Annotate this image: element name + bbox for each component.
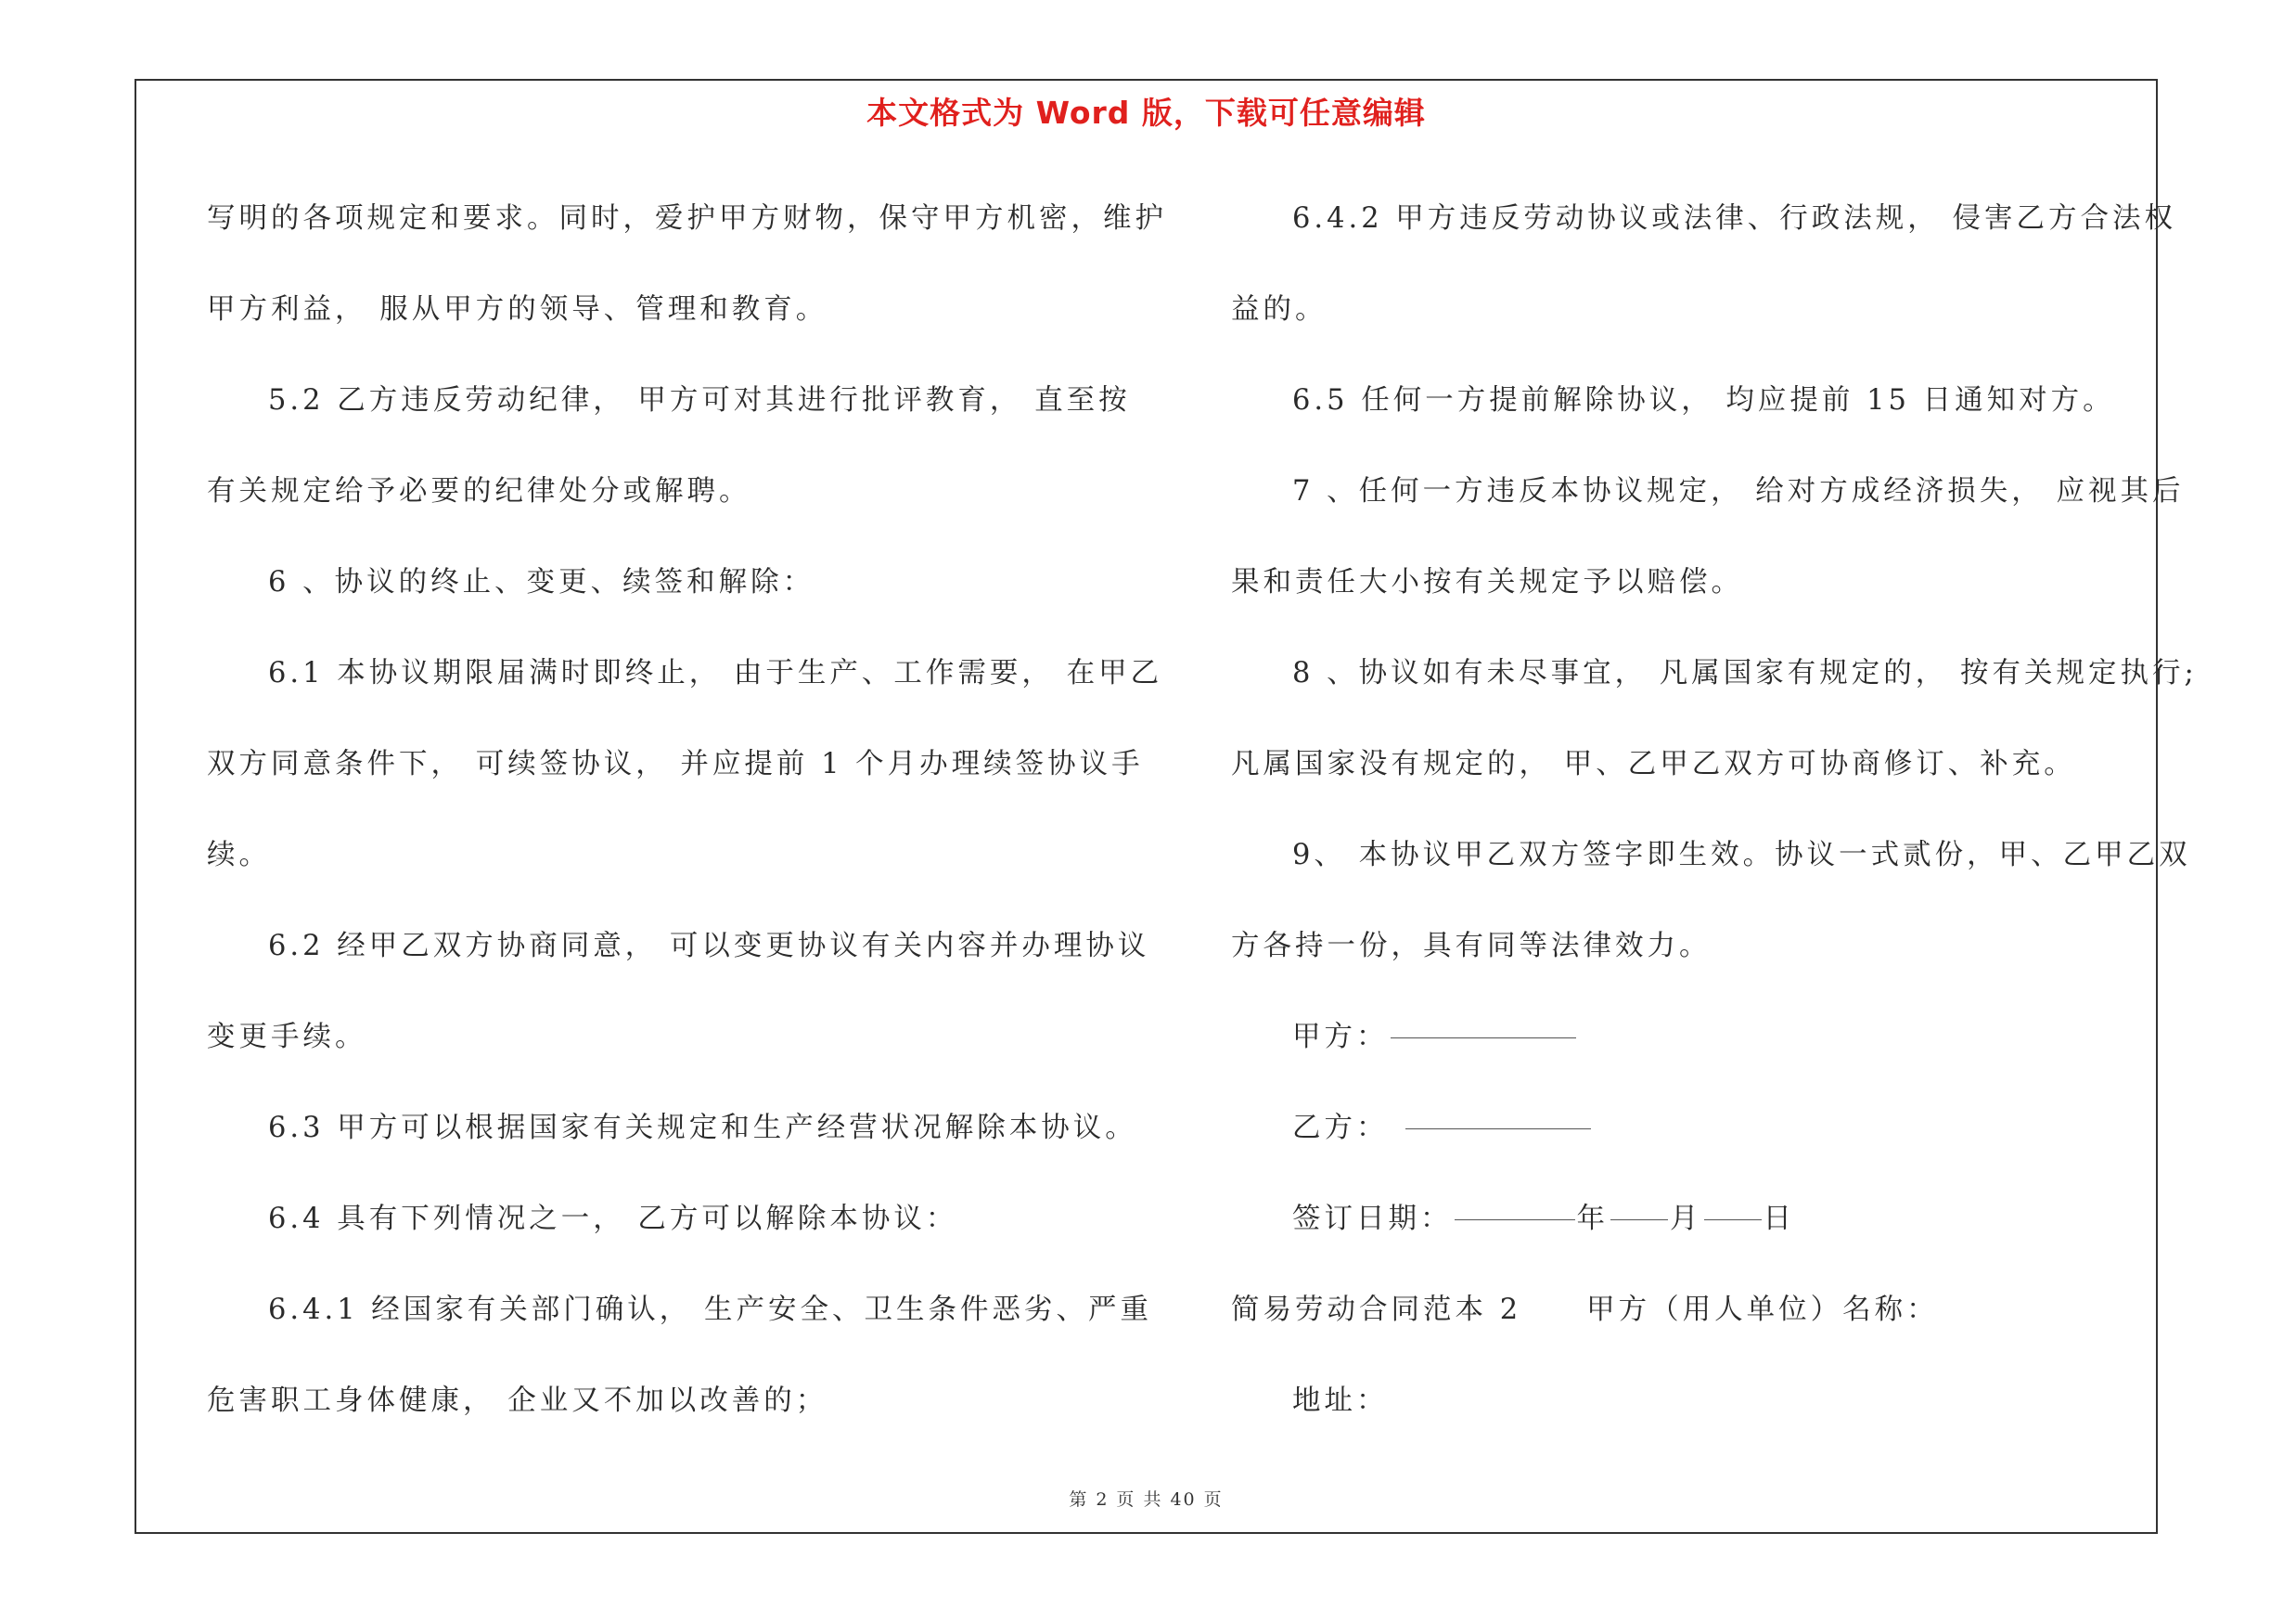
date-label: 签订日期： <box>1292 1203 1453 1235</box>
body-line: 方各持一份，具有同等法律效力。 <box>1231 930 1712 962</box>
body-line: 7 、任何一方违反本协议规定， 给对方成经济损失， 应视其后 <box>1292 475 2185 508</box>
party-a-signature-line <box>1231 992 2159 1083</box>
year-label: 年 <box>1576 1203 1609 1235</box>
body-line: 6.5 任何一方提前解除协议， 均应提前 15 日通知对方。 <box>1292 384 2115 417</box>
body-line: 变更手续。 <box>207 1021 367 1053</box>
left-column <box>207 174 1167 1447</box>
employer-name-label: 甲方（用人单位）名称： <box>1586 1294 1939 1326</box>
footer-page-number: 2 <box>1096 1489 1110 1510</box>
page-footer <box>136 1486 2156 1511</box>
body-line: 6.4.1 经国家有关部门确认， 生产安全、卫生条件恶劣、严重 <box>268 1294 1152 1326</box>
party-b-signature-line <box>1231 1083 2159 1174</box>
party-b-blank <box>1405 1112 1591 1129</box>
body-line: 有关规定给予必要的纪律处分或解聘。 <box>207 475 751 508</box>
right-column <box>1231 174 2198 1447</box>
day-label: 日 <box>1763 1203 1795 1235</box>
body-line: 果和责任大小按有关规定予以赔偿。 <box>1231 566 1743 599</box>
page-frame <box>135 79 2198 1534</box>
footer-page-suffix: 页 <box>1203 1489 1224 1510</box>
year-blank <box>1455 1203 1575 1220</box>
footer-total-pages: 40 <box>1170 1489 1197 1510</box>
footer-page-prefix: 第 <box>1069 1489 1089 1510</box>
address-label: 地址： <box>1292 1385 1389 1417</box>
body-line: 6.2 经甲乙双方协商同意， 可以变更协议有关内容并办理协议 <box>268 930 1150 962</box>
body-line: 写明的各项规定和要求。同时，爱护甲方财物，保守甲方机密，维护 <box>207 202 1167 235</box>
section-heading: 6 、协议的终止、变更、续签和解除： <box>268 566 815 599</box>
body-line: 双方同意条件下， 可续签协议， 并应提前 1 个月办理续签协议手 <box>207 748 1144 780</box>
signing-date-line <box>1231 1174 2159 1265</box>
party-b-label: 乙方： <box>1292 1112 1389 1144</box>
body-line: 6.1 本协议期限届满时即终止， 由于生产、工作需要， 在甲乙 <box>268 657 1163 689</box>
party-a-blank <box>1391 1021 1576 1038</box>
body-line: 8 、协议如有未尽事宜， 凡属国家有规定的， 按有关规定执行; <box>1292 657 2198 689</box>
footer-page-middle: 页 共 <box>1116 1489 1163 1510</box>
body-line: 5.2 乙方违反劳动纪律， 甲方可对其进行批评教育， 直至按 <box>268 384 1131 417</box>
header-banner: 本文格式为 Word 版，下载可任意编辑 <box>866 95 1426 131</box>
body-line: 6.3 甲方可以根据国家有关规定和生产经营状况解除本协议。 <box>268 1112 1137 1144</box>
address-line <box>1231 1356 2159 1447</box>
body-line: 凡属国家没有规定的， 甲、乙甲乙双方可协商修订、补充。 <box>1231 748 2076 780</box>
month-label: 月 <box>1670 1203 1702 1235</box>
body-line: 危害职工身体健康， 企业又不加以改善的； <box>207 1385 828 1417</box>
body-line: 6.4.2 甲方违反劳动协议或法律、行政法规， 侵害乙方合法权 <box>1292 202 2176 235</box>
party-a-label: 甲方： <box>1292 1021 1389 1053</box>
next-contract-line <box>1231 1265 2159 1356</box>
body-line: 益的。 <box>1231 293 1328 326</box>
next-contract-title: 简易劳动合同范本 2 <box>1231 1294 1522 1326</box>
day-blank <box>1704 1203 1762 1220</box>
body-line: 续。 <box>207 839 271 871</box>
body-line: 6.4 具有下列情况之一， 乙方可以解除本协议： <box>268 1203 958 1235</box>
month-blank <box>1610 1203 1668 1220</box>
body-line: 9、 本协议甲乙双方签字即生效。协议一式贰份，甲、乙甲乙双 <box>1292 839 2191 871</box>
body-line: 甲方利益， 服从甲方的领导、管理和教育。 <box>207 293 828 326</box>
